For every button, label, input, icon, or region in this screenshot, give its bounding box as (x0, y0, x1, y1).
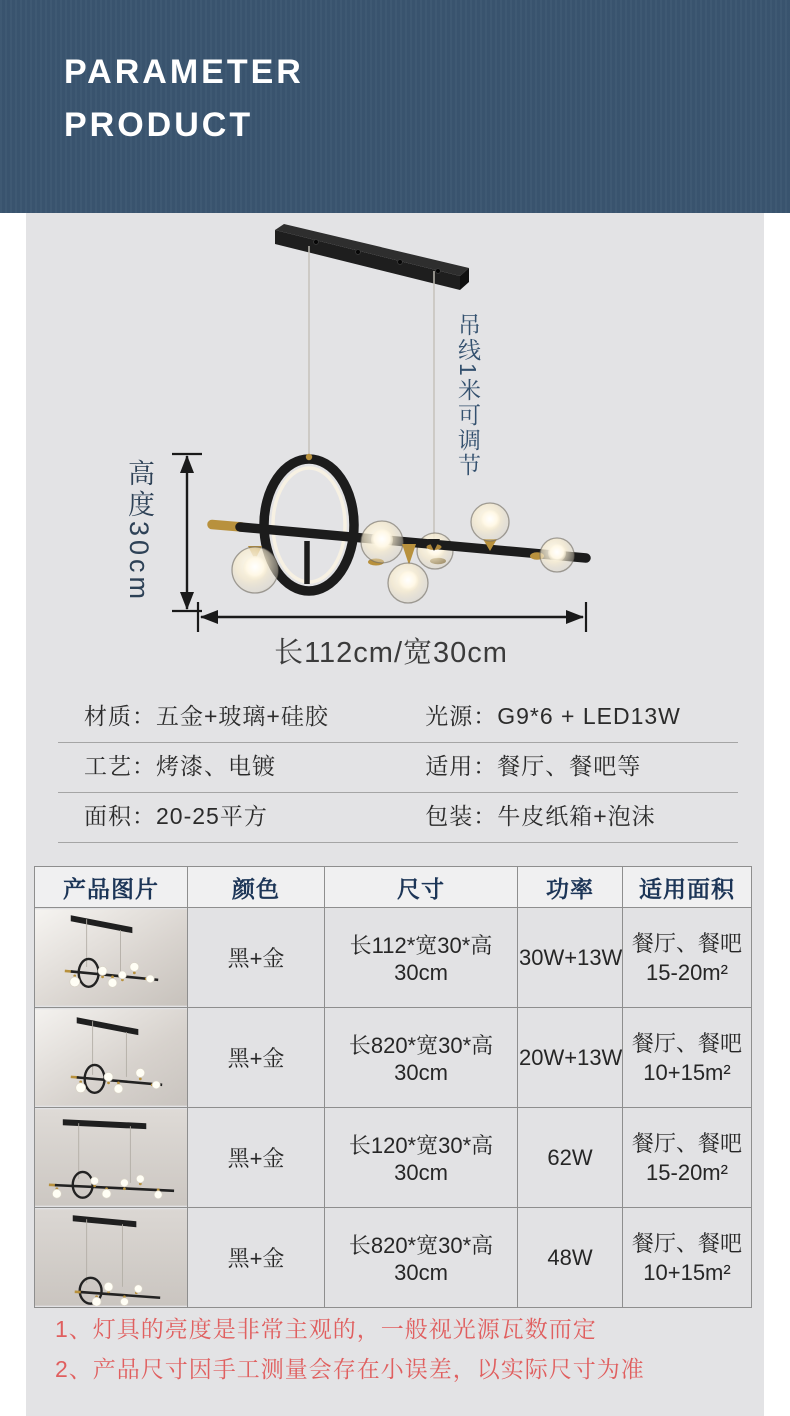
product-photo-thumbnail (35, 1009, 187, 1106)
product-photo (35, 908, 188, 1008)
cell-area-line1: 餐厅、餐吧 (631, 1030, 742, 1056)
cell-area (623, 1008, 752, 1108)
col-header-power: 功率 (518, 867, 623, 908)
table-row (35, 1208, 752, 1308)
table-row (35, 1008, 752, 1108)
cell-area-line1: 餐厅、餐吧 (631, 930, 742, 956)
spec-label-package: 包装： (425, 803, 498, 829)
product-photo (35, 1108, 188, 1208)
spec-value-material: 五金+玻璃+硅胶 (156, 703, 329, 729)
page-title-line2: PRODUCT (64, 106, 254, 144)
col-header-photo: 产品图片 (35, 867, 188, 908)
col-header-area: 适用面积 (623, 867, 752, 908)
height-annotation: 高度30cm (124, 459, 154, 604)
spec-row-area-package (58, 793, 738, 843)
spec-value-usage: 餐厅、餐吧等 (497, 753, 642, 779)
cell-size: 长112*宽30*高30cm (325, 908, 518, 1008)
cell-area-line2: 10+15m² (643, 1059, 731, 1085)
spec-label-usage: 适用： (425, 753, 498, 779)
spec-label-lightsource: 光源： (425, 703, 498, 729)
content-panel (26, 213, 764, 1416)
product-photo-thumbnail (35, 1209, 187, 1306)
cell-power: 48W (518, 1208, 623, 1308)
cell-size: 长820*宽30*高30cm (325, 1208, 518, 1308)
cell-power: 20W+13W (518, 1008, 623, 1108)
height-dimension-arrow (172, 454, 202, 611)
table-header-row (35, 867, 752, 908)
product-photo-thumbnail (35, 909, 187, 1006)
cell-area (623, 1208, 752, 1308)
product-diagram (26, 213, 764, 683)
cell-color: 黑+金 (188, 1208, 325, 1308)
cell-size: 长820*宽30*高30cm (325, 1008, 518, 1108)
footnote-2: 2、产品尺寸因手工测量会存在小误差，以实际尺寸为准 (55, 1356, 645, 1382)
table-row (35, 1108, 752, 1208)
spec-label-craft: 工艺： (84, 753, 156, 779)
spec-label-area: 面积： (84, 803, 156, 829)
cell-power: 30W+13W (518, 908, 623, 1008)
col-header-color: 颜色 (188, 867, 325, 908)
cell-color: 黑+金 (188, 908, 325, 1008)
cell-area (623, 1108, 752, 1208)
spec-value-craft: 烤漆、电镀 (156, 753, 276, 779)
spec-label-material: 材质： (84, 703, 156, 729)
cell-area-line2: 10+15m² (643, 1259, 731, 1285)
cell-area-line2: 15-20m² (646, 959, 728, 985)
cell-area (623, 908, 752, 1008)
product-photo-thumbnail (35, 1109, 187, 1206)
wire-length-annotation: 吊线1米可调节 (455, 313, 481, 478)
length-dimension-arrow (198, 602, 586, 632)
variant-table (34, 866, 752, 1308)
page-title (64, 46, 304, 152)
length-annotation: 长112cm/宽30cm (274, 637, 508, 669)
spec-value-lightsource: G9*6 + LED13W (497, 703, 681, 729)
footnotes (55, 1316, 645, 1396)
cell-size: 长120*宽30*高30cm (325, 1108, 518, 1208)
cell-color: 黑+金 (188, 1108, 325, 1208)
footnote-1: 1、灯具的亮度是非常主观的，一般视光源瓦数而定 (55, 1316, 597, 1342)
product-photo (35, 1208, 188, 1308)
product-photo (35, 1008, 188, 1108)
page-header (0, 0, 790, 213)
spec-list (58, 693, 738, 843)
table-row (35, 908, 752, 1008)
page-title-line1: PARAMETER (64, 53, 304, 91)
spec-value-package: 牛皮纸箱+泡沫 (497, 803, 656, 829)
cell-area-line1: 餐厅、餐吧 (631, 1130, 742, 1156)
spec-row-craft-usage (58, 743, 738, 793)
cell-area-line1: 餐厅、餐吧 (631, 1230, 742, 1256)
cell-color: 黑+金 (188, 1008, 325, 1108)
cell-power: 62W (518, 1108, 623, 1208)
spec-row-material-light (58, 693, 738, 743)
spec-value-area: 20-25平方 (156, 803, 268, 829)
col-header-size: 尺寸 (325, 867, 518, 908)
cell-area-line2: 15-20m² (646, 1159, 728, 1185)
